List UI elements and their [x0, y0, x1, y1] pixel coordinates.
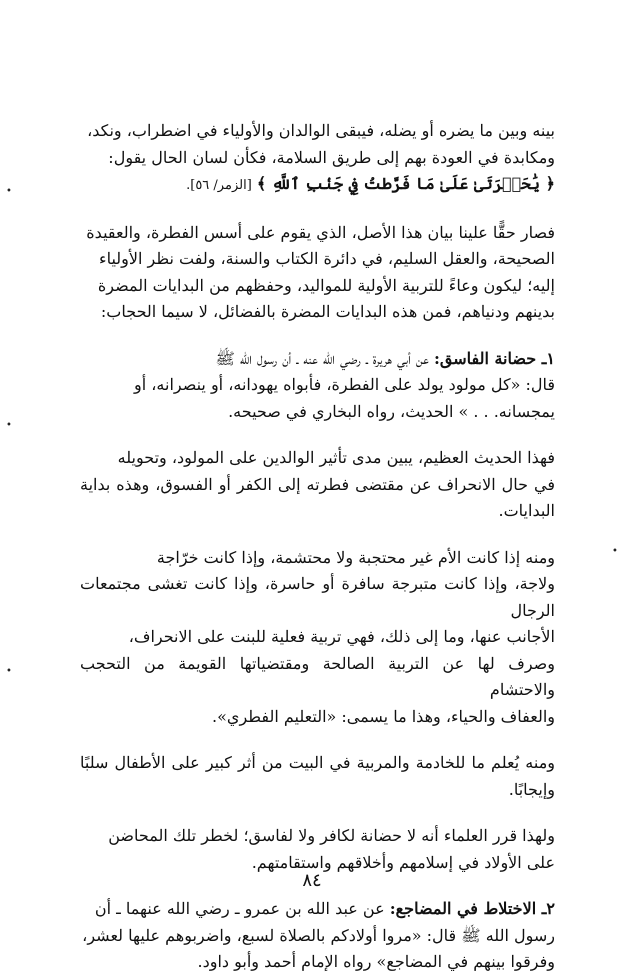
line: يمجسانه. . . » الحديث، رواه البخاري في صحيحه. [228, 401, 555, 421]
line: ولهذا قرر العلماء أنه لا حضانة لكافر ولا لفاسق؛ لخطر تلك المحاضن [108, 826, 555, 845]
paragraph-1 [80, 118, 555, 200]
line: والعفاف والحياء، وهذا ما يسمى: «التعليم الفطري». [212, 706, 555, 726]
line: رسول الله ﷺ قال: «مروا أولادكم بالصلاة لسبع، واضربوهم عليها لعشر، [82, 925, 555, 945]
line: وصرف لها عن التربية الصالحة ومقتضياتها القويمة من التحجب والاحتشام [80, 653, 555, 699]
line: في حال الانحراف عن مقتضى فطرته إلى الكفر أو الفسوق، وهذه بداية البدايات. [80, 474, 555, 520]
section-heading: ١ـ حضانة الفاسق: [433, 348, 555, 368]
line: الأجانب عنها، وما إلى ذلك، فهي تربية فعلية للبنت على الانحراف، [128, 627, 555, 646]
line: فصار حقًّا علينا بيان هذا الأصل، الذي يقوم على أسس الفطرة، والعقيدة [86, 222, 555, 242]
paragraph-2 [80, 220, 555, 326]
line: ومنه يُعلم ما للخادمة والمربية في البيت من أثر كبير على الأطفال سلبًا وإيجابًا. [80, 753, 555, 799]
paragraph-7 [80, 823, 555, 876]
paragraph-5 [80, 545, 555, 731]
section-heading: ٢ـ الاختلاط في المضاجع: [389, 899, 555, 918]
paragraph-4 [80, 445, 555, 525]
line: وفرقوا بينهم في المضاجع» رواه الإمام أحمد وأبو داود. [197, 952, 555, 971]
line: ولاجة، وإذا كانت متبرجة سافرة أو حاسرة، وإذا كانت تغشى مجتمعات الرجال [80, 574, 555, 620]
page-body [80, 118, 555, 976]
paragraph-3 [80, 346, 555, 426]
line: الصحيحة، والعقل السليم، في دائرة الكتاب والسنة، ولفت نظر الأولياء [99, 249, 555, 268]
line: بينه وبين ما يضره أو يضله، فيبقى الوالدان والأولياء في اضطراب، ونكد، [87, 121, 555, 140]
paragraph-6 [80, 750, 555, 803]
line: فهذا الحديث العظيم، يبين مدى تأثير الوالدين على المولود، وتحويله [117, 448, 555, 467]
quran-verse: ﴿ يَٰحَسۡرَتَىٰ عَلَىٰ مَا فَرَّطتُ فِي جَنۢبِ ٱللَّهِ ﴾ [256, 174, 555, 193]
margin-dot: • [612, 546, 618, 557]
paragraph-8 [80, 896, 555, 976]
line: ومكابدة في العودة بهم إلى طريق السلامة، فكأن لسان الحال يقول: [108, 147, 555, 167]
line: عن عبد الله بن عمرو ـ رضي الله عنهما ـ أن [94, 899, 385, 918]
page-number: ٨٤ [302, 870, 322, 891]
line: على الأولاد في إسلامهم وأخلاقهم واستقامتهم. [251, 852, 555, 872]
margin-dot: • [6, 666, 12, 677]
line: ومنه إذا كانت الأم غير محتجبة ولا محتشمة، وإذا كانت خرّاجة [156, 547, 555, 567]
margin-dot: • [6, 186, 12, 197]
line: بدينهم ودنياهم، فمن هذه البدايات المضرة بالفضائل، لا سيما الحجاب: [100, 302, 555, 321]
quran-reference: [الزمر/ ٥٦]. [186, 178, 252, 193]
margin-dot: • [6, 420, 12, 431]
line: عن أبي هريرة ـ رضي الله عنه ـ أن رسول الله ﷺ [215, 348, 429, 368]
line: قال: «كل مولود يولد على الفطرة، فأبواه يهودانه، أو ينصرانه، أو [133, 375, 555, 394]
line: إليه؛ ليكون وعاءً للتربية الأولية للمواليد، وحفظهم من البدايات المضرة [97, 275, 555, 295]
